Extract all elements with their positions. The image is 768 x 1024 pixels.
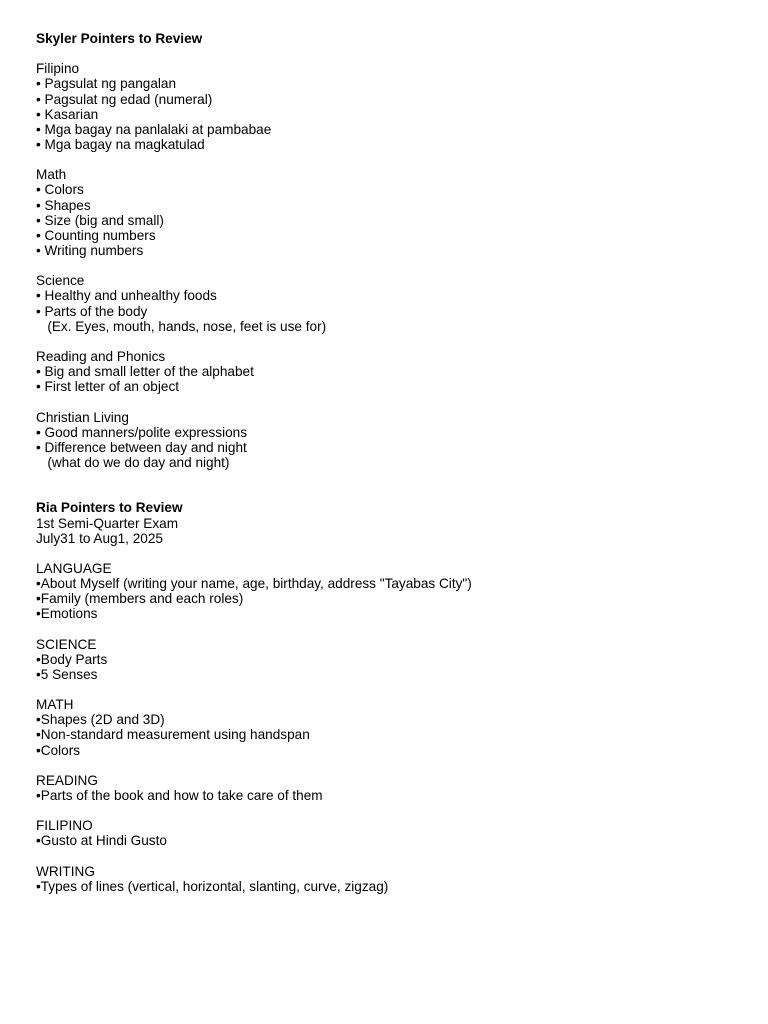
subject-heading: READING bbox=[36, 772, 98, 788]
ria-section bbox=[36, 500, 768, 894]
skyler-section bbox=[36, 31, 768, 470]
ria-subject-reading bbox=[36, 773, 768, 803]
list-item: •Types of lines (vertical, horizontal, slanting, curve, zigzag) bbox=[36, 878, 389, 894]
ria-exam-dates: July31 to Aug1, 2025 bbox=[36, 530, 163, 546]
skyler-title: Skyler Pointers to Review bbox=[36, 31, 203, 46]
list-item: •Parts of the book and how to take care of them bbox=[36, 788, 323, 804]
subject-heading: FILIPINO bbox=[36, 818, 93, 834]
spacer bbox=[36, 470, 768, 500]
subject-heading: WRITING bbox=[36, 863, 95, 879]
list-item: •5 Senses bbox=[36, 666, 98, 682]
list-item: • Writing numbers bbox=[36, 242, 144, 258]
list-item: • Parts of the body bbox=[36, 303, 148, 319]
list-item: • Shapes bbox=[36, 197, 91, 213]
list-item: • Size (big and small) bbox=[36, 212, 164, 228]
subject-heading: MATH bbox=[36, 697, 74, 713]
subject-heading: Math bbox=[36, 167, 67, 183]
spacer bbox=[36, 622, 768, 637]
list-item: • Healthy and unhealthy foods bbox=[36, 288, 217, 304]
spacer bbox=[36, 849, 768, 864]
list-item-note: (what do we do day and night) bbox=[36, 454, 230, 470]
spacer bbox=[36, 758, 768, 773]
spacer bbox=[36, 152, 768, 167]
spacer bbox=[36, 334, 768, 349]
list-item: •Non-standard measurement using handspan bbox=[36, 727, 310, 743]
list-item: •Family (members and each roles) bbox=[36, 591, 244, 607]
list-item: • Pagsulat ng pangalan bbox=[36, 76, 177, 92]
list-item: • First letter of an object bbox=[36, 379, 180, 395]
list-item: • Counting numbers bbox=[36, 227, 156, 243]
list-item: • Kasarian bbox=[36, 106, 99, 122]
subject-heading: SCIENCE bbox=[36, 636, 97, 652]
spacer bbox=[36, 546, 768, 561]
spacer bbox=[36, 258, 768, 273]
list-item: • Difference between day and night bbox=[36, 439, 247, 455]
spacer bbox=[36, 394, 768, 409]
list-item: •Colors bbox=[36, 742, 81, 758]
subject-heading: Science bbox=[36, 273, 85, 289]
subject-heading: Filipino bbox=[36, 61, 80, 77]
list-item: • Mga bagay na magkatulad bbox=[36, 136, 205, 152]
subject-heading: Christian Living bbox=[36, 409, 129, 425]
subject-heading: LANGUAGE bbox=[36, 560, 112, 576]
skyler-subject-reading-phonics bbox=[36, 349, 768, 394]
list-item: •Shapes (2D and 3D) bbox=[36, 712, 165, 728]
skyler-subject-filipino bbox=[36, 61, 768, 152]
list-item: • Mga bagay na panlalaki at pambabae bbox=[36, 121, 272, 137]
list-item: • Big and small letter of the alphabet bbox=[36, 364, 254, 380]
ria-exam-name: 1st Semi-Quarter Exam bbox=[36, 515, 179, 531]
list-item: •Body Parts bbox=[36, 651, 108, 667]
ria-subject-language bbox=[36, 561, 768, 622]
spacer bbox=[36, 46, 768, 61]
spacer bbox=[36, 682, 768, 697]
skyler-subject-math bbox=[36, 167, 768, 258]
list-item: •Emotions bbox=[36, 606, 98, 622]
skyler-subject-christian-living bbox=[36, 410, 768, 471]
ria-subject-math bbox=[36, 697, 768, 758]
ria-subject-science bbox=[36, 637, 768, 682]
ria-subject-filipino bbox=[36, 818, 768, 848]
list-item: •Gusto at Hindi Gusto bbox=[36, 833, 167, 849]
list-item: •About Myself (writing your name, age, birthday, address "Tayabas City") bbox=[36, 576, 472, 592]
list-item-note: (Ex. Eyes, mouth, hands, nose, feet is use for) bbox=[36, 318, 327, 334]
subject-heading: Reading and Phonics bbox=[36, 348, 166, 364]
ria-subject-writing bbox=[36, 864, 768, 894]
list-item: • Good manners/polite expressions bbox=[36, 424, 248, 440]
spacer bbox=[36, 803, 768, 818]
list-item: • Pagsulat ng edad (numeral) bbox=[36, 91, 213, 107]
list-item: • Colors bbox=[36, 182, 84, 198]
skyler-subject-science bbox=[36, 273, 768, 334]
ria-title: Ria Pointers to Review bbox=[36, 500, 183, 516]
